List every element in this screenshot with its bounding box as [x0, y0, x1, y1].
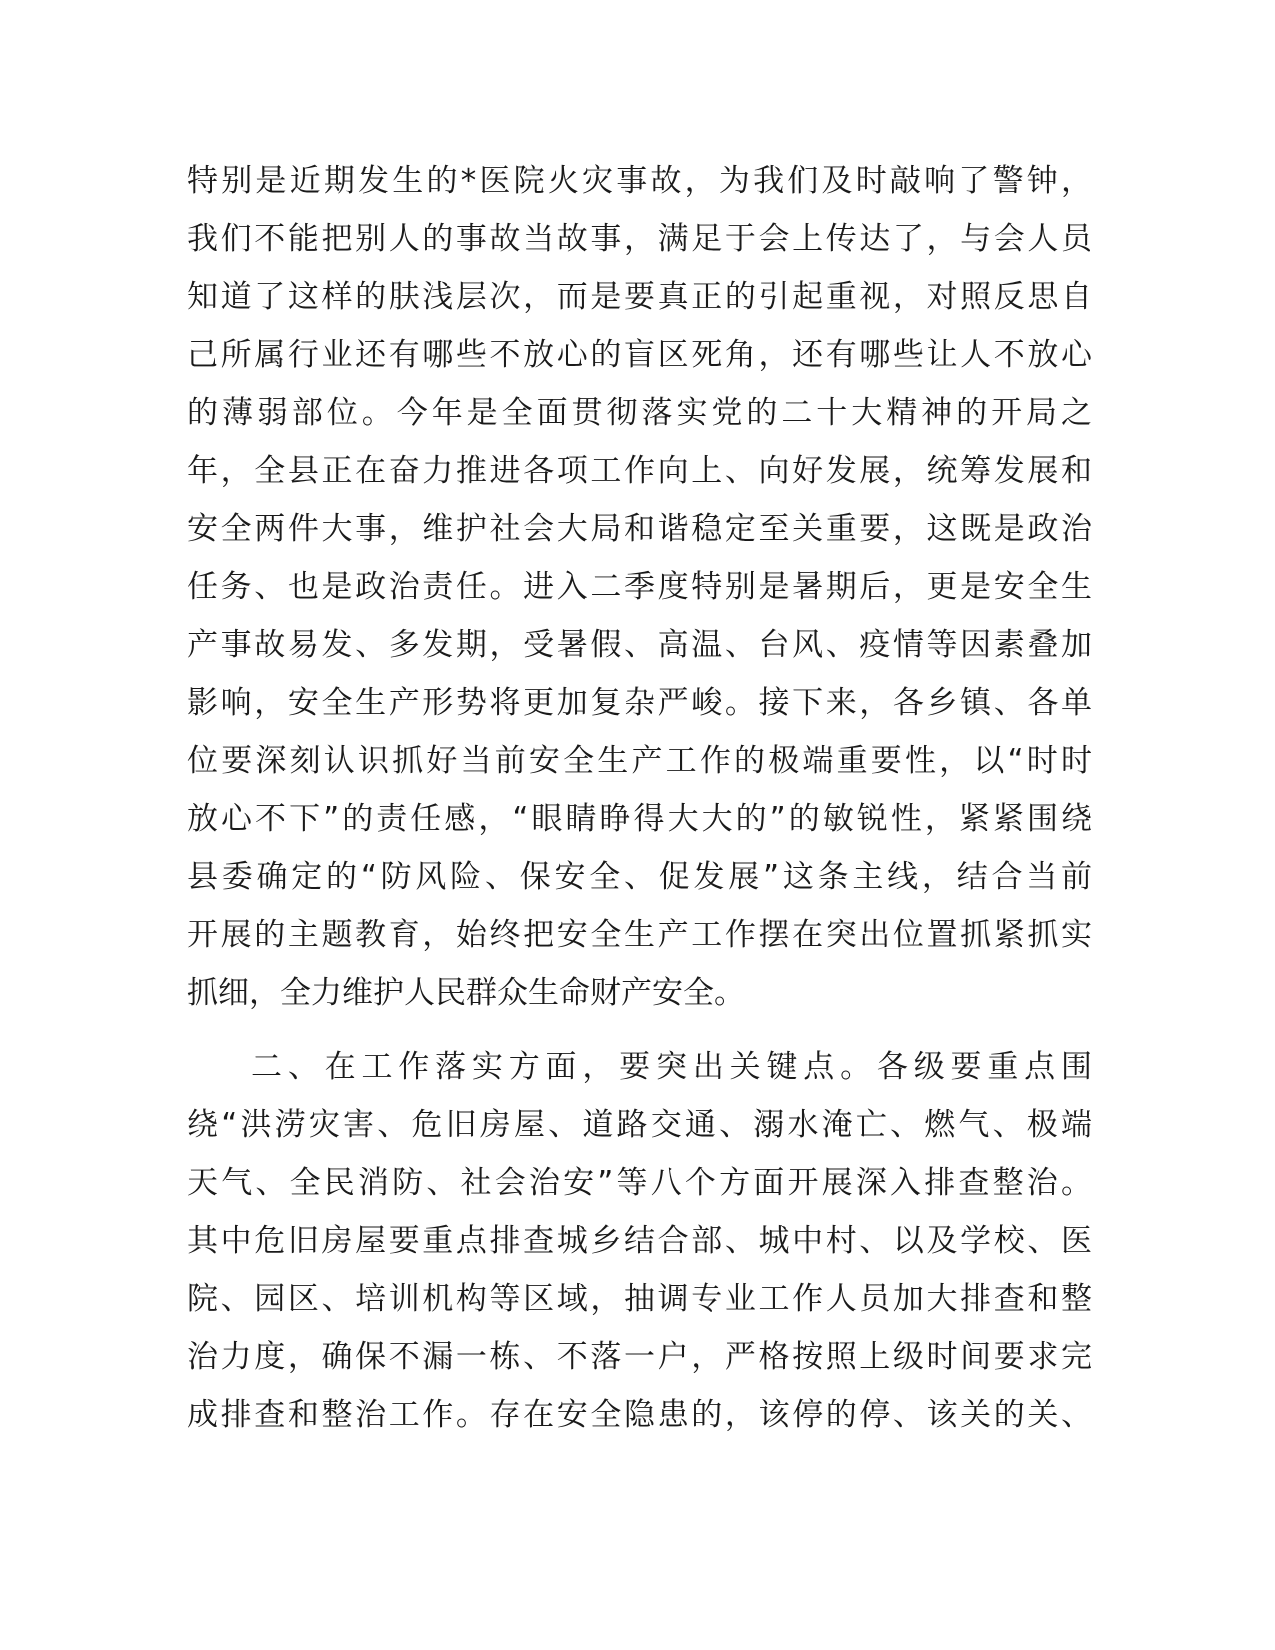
text-line: 产事故易发、多发期，受暑假、高温、台风、疫情等因素叠加	[187, 627, 1092, 663]
text-line: 影响，安全生产形势将更加复杂严峻。接下来，各乡镇、各单	[187, 685, 1092, 721]
text-line: 抓细，全力维护人民群众生命财产安全。	[187, 975, 745, 1011]
text-line: 治力度，确保不漏一栋、不落一户，严格按照上级时间要求完	[187, 1339, 1092, 1375]
text-line: 其中危旧房屋要重点排查城乡结合部、城中村、以及学校、医	[187, 1223, 1092, 1259]
text-line: 天气、全民消防、社会治安”等八个方面开展深入排查整治。	[187, 1165, 1092, 1201]
text-line: 知道了这样的肤浅层次，而是要真正的引起重视，对照反思自	[187, 279, 1092, 315]
text-line: 安全两件大事，维护社会大局和谐稳定至关重要，这既是政治	[187, 511, 1092, 547]
paragraph-spacer	[187, 1022, 1092, 1038]
text-line: 位要深刻认识抓好当前安全生产工作的极端重要性，以“时时	[187, 743, 1092, 779]
text-line: 开展的主题教育，始终把安全生产工作摆在突出位置抓紧抓实	[187, 917, 1092, 953]
text-line: 任务、也是政治责任。进入二季度特别是暑期后，更是安全生	[187, 569, 1092, 605]
text-line: 二、在工作落实方面，要突出关键点。各级要重点围	[251, 1049, 1092, 1085]
text-line: 绕“洪涝灾害、危旧房屋、道路交通、溺水淹亡、燃气、极端	[187, 1107, 1092, 1143]
text-line: 县委确定的“防风险、保安全、促发展”这条主线，结合当前	[187, 859, 1092, 895]
text-line: 的薄弱部位。今年是全面贯彻落实党的二十大精神的开局之	[187, 395, 1092, 431]
body-text	[187, 152, 1092, 1444]
paragraph-1	[187, 152, 1092, 1022]
text-line: 年，全县正在奋力推进各项工作向上、向好发展，统筹发展和	[187, 453, 1092, 489]
text-line: 成排查和整治工作。存在安全隐患的，该停的停、该关的关、	[187, 1397, 1092, 1433]
text-line: 己所属行业还有哪些不放心的盲区死角，还有哪些让人不放心	[187, 337, 1092, 373]
text-line: 放心不下”的责任感，“眼睛睁得大大的”的敏锐性，紧紧围绕	[187, 801, 1092, 837]
text-line: 我们不能把别人的事故当故事，满足于会上传达了，与会人员	[187, 221, 1092, 257]
text-line: 院、园区、培训机构等区域，抽调专业工作人员加大排查和整	[187, 1281, 1092, 1317]
paragraph-2	[187, 1038, 1092, 1444]
text-line: 特别是近期发生的*医院火灾事故，为我们及时敲响了警钟，	[187, 163, 1092, 199]
